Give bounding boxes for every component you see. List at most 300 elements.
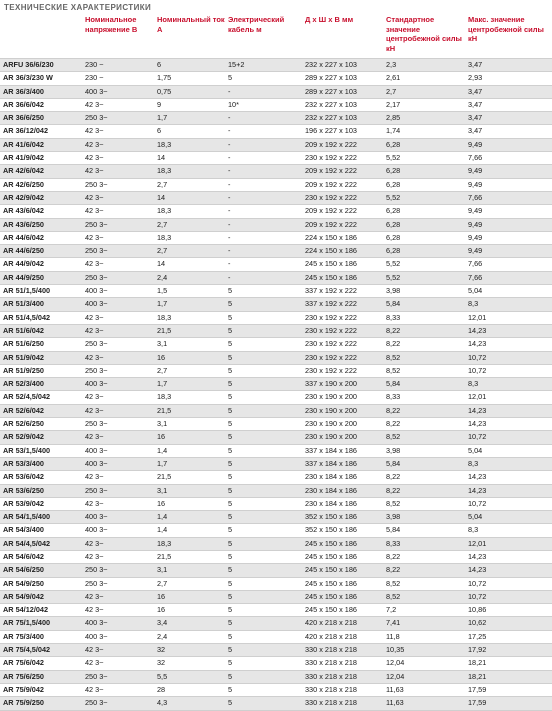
section-title: ТЕХНИЧЕСКИЕ ХАРАКТЕРИСТИКИ bbox=[4, 3, 152, 12]
cell-centrifugal-force-standard: 8,52 bbox=[383, 364, 465, 377]
cell-model-name: AR 51/9/250 bbox=[0, 364, 82, 377]
cell-model-name: AR 42/9/042 bbox=[0, 191, 82, 204]
cell-centrifugal-force-standard: 5,84 bbox=[383, 524, 465, 537]
cell-voltage: 400 3~ bbox=[82, 617, 154, 630]
cell-cable-length: 5 bbox=[225, 457, 302, 470]
cell-voltage: 250 3~ bbox=[82, 418, 154, 431]
cell-current: 21,5 bbox=[154, 550, 225, 563]
cell-current: 6 bbox=[154, 125, 225, 138]
cell-current: 6 bbox=[154, 59, 225, 72]
cell-cable-length: - bbox=[225, 112, 302, 125]
cell-current: 1,4 bbox=[154, 524, 225, 537]
cell-voltage: 250 3~ bbox=[82, 697, 154, 710]
table-row bbox=[0, 218, 552, 231]
cell-centrifugal-force-max: 5,04 bbox=[465, 285, 552, 298]
cell-model-name: ARFU 36/6/230 bbox=[0, 59, 82, 72]
cell-centrifugal-force-max: 7,66 bbox=[465, 191, 552, 204]
cell-dimensions: 245 x 150 x 186 bbox=[302, 577, 383, 590]
cell-model-name: AR 75/6/042 bbox=[0, 657, 82, 670]
cell-model-name: AR 44/6/042 bbox=[0, 231, 82, 244]
cell-centrifugal-force-max: 3,47 bbox=[465, 59, 552, 72]
table-row bbox=[0, 604, 552, 617]
cell-dimensions: 352 x 150 x 186 bbox=[302, 524, 383, 537]
cell-cable-length: 5 bbox=[225, 537, 302, 550]
cell-centrifugal-force-standard: 8,52 bbox=[383, 351, 465, 364]
cell-model-name: AR 75/9/250 bbox=[0, 697, 82, 710]
cell-centrifugal-force-max: 9,49 bbox=[465, 178, 552, 191]
cell-dimensions: 230 x 192 x 222 bbox=[302, 152, 383, 165]
column-header-current: Номинальный ток А bbox=[154, 14, 225, 59]
cell-model-name: AR 75/3/400 bbox=[0, 630, 82, 643]
table-row bbox=[0, 165, 552, 178]
cell-centrifugal-force-max: 5,04 bbox=[465, 511, 552, 524]
table-body bbox=[0, 59, 552, 711]
cell-cable-length: 5 bbox=[225, 630, 302, 643]
cell-centrifugal-force-max: 17,59 bbox=[465, 683, 552, 696]
cell-model-name: AR 41/9/042 bbox=[0, 152, 82, 165]
cell-model-name: AR 53/6/042 bbox=[0, 471, 82, 484]
cell-current: 18,3 bbox=[154, 391, 225, 404]
cell-cable-length: - bbox=[225, 231, 302, 244]
cell-current: 3,4 bbox=[154, 617, 225, 630]
table-row bbox=[0, 112, 552, 125]
table-row bbox=[0, 125, 552, 138]
cell-voltage: 42 3~ bbox=[82, 604, 154, 617]
cell-model-name: AR 54/9/042 bbox=[0, 590, 82, 603]
table-row bbox=[0, 191, 552, 204]
cell-voltage: 250 3~ bbox=[82, 564, 154, 577]
cell-voltage: 42 3~ bbox=[82, 431, 154, 444]
cell-centrifugal-force-max: 12,01 bbox=[465, 537, 552, 550]
cell-voltage: 42 3~ bbox=[82, 644, 154, 657]
cell-centrifugal-force-max: 10,72 bbox=[465, 577, 552, 590]
cell-cable-length: 5 bbox=[225, 431, 302, 444]
cell-centrifugal-force-standard: 7,41 bbox=[383, 617, 465, 630]
cell-cable-length: 5 bbox=[225, 604, 302, 617]
cell-voltage: 250 3~ bbox=[82, 271, 154, 284]
cell-current: 32 bbox=[154, 657, 225, 670]
cell-centrifugal-force-max: 9,49 bbox=[465, 245, 552, 258]
cell-model-name: AR 54/6/250 bbox=[0, 564, 82, 577]
table-row bbox=[0, 85, 552, 98]
cell-centrifugal-force-max: 9,49 bbox=[465, 218, 552, 231]
table-row bbox=[0, 537, 552, 550]
cell-voltage: 42 3~ bbox=[82, 404, 154, 417]
cell-current: 3,1 bbox=[154, 338, 225, 351]
table-row bbox=[0, 59, 552, 72]
cell-current: 3,1 bbox=[154, 484, 225, 497]
cell-centrifugal-force-max: 12,01 bbox=[465, 391, 552, 404]
table-row bbox=[0, 431, 552, 444]
cell-dimensions: 230 x 190 x 200 bbox=[302, 418, 383, 431]
table-row bbox=[0, 418, 552, 431]
cell-dimensions: 289 x 227 x 103 bbox=[302, 72, 383, 85]
cell-model-name: AR 54/9/250 bbox=[0, 577, 82, 590]
cell-current: 21,5 bbox=[154, 471, 225, 484]
cell-cable-length: 10* bbox=[225, 98, 302, 111]
cell-dimensions: 245 x 150 x 186 bbox=[302, 604, 383, 617]
cell-centrifugal-force-standard: 8,33 bbox=[383, 391, 465, 404]
table-row bbox=[0, 670, 552, 683]
cell-model-name: AR 41/6/042 bbox=[0, 138, 82, 151]
cell-centrifugal-force-standard: 8,52 bbox=[383, 577, 465, 590]
cell-dimensions: 352 x 150 x 186 bbox=[302, 511, 383, 524]
cell-centrifugal-force-max: 14,23 bbox=[465, 550, 552, 563]
table-row bbox=[0, 311, 552, 324]
cell-centrifugal-force-standard: 6,28 bbox=[383, 205, 465, 218]
cell-centrifugal-force-standard: 6,28 bbox=[383, 218, 465, 231]
cell-current: 3,1 bbox=[154, 564, 225, 577]
cell-model-name: AR 36/3/230 W bbox=[0, 72, 82, 85]
cell-centrifugal-force-standard: 8,22 bbox=[383, 471, 465, 484]
cell-current: 21,5 bbox=[154, 404, 225, 417]
cell-model-name: AR 53/3/400 bbox=[0, 457, 82, 470]
cell-centrifugal-force-standard: 8,33 bbox=[383, 311, 465, 324]
cell-centrifugal-force-max: 14,23 bbox=[465, 418, 552, 431]
cell-centrifugal-force-standard: 5,52 bbox=[383, 152, 465, 165]
cell-voltage: 42 3~ bbox=[82, 138, 154, 151]
table-row bbox=[0, 298, 552, 311]
cell-centrifugal-force-standard: 2,7 bbox=[383, 85, 465, 98]
cell-model-name: AR 54/4,5/042 bbox=[0, 537, 82, 550]
cell-centrifugal-force-standard: 11,8 bbox=[383, 630, 465, 643]
cell-dimensions: 232 x 227 x 103 bbox=[302, 98, 383, 111]
cell-centrifugal-force-standard: 2,3 bbox=[383, 59, 465, 72]
cell-centrifugal-force-standard: 11,63 bbox=[383, 683, 465, 696]
table-row bbox=[0, 231, 552, 244]
cell-centrifugal-force-standard: 8,22 bbox=[383, 418, 465, 431]
cell-centrifugal-force-max: 5,04 bbox=[465, 444, 552, 457]
cell-voltage: 42 3~ bbox=[82, 550, 154, 563]
cell-cable-length: - bbox=[225, 178, 302, 191]
cell-dimensions: 209 x 192 x 222 bbox=[302, 178, 383, 191]
cell-centrifugal-force-max: 14,23 bbox=[465, 324, 552, 337]
spec-table bbox=[0, 14, 552, 711]
cell-cable-length: 5 bbox=[225, 550, 302, 563]
cell-centrifugal-force-max: 18,21 bbox=[465, 657, 552, 670]
table-row bbox=[0, 550, 552, 563]
cell-current: 28 bbox=[154, 683, 225, 696]
cell-centrifugal-force-max: 9,49 bbox=[465, 138, 552, 151]
cell-centrifugal-force-max: 3,47 bbox=[465, 98, 552, 111]
cell-cable-length: - bbox=[225, 138, 302, 151]
cell-dimensions: 420 x 218 x 218 bbox=[302, 630, 383, 643]
cell-centrifugal-force-standard: 5,52 bbox=[383, 271, 465, 284]
cell-model-name: AR 54/3/400 bbox=[0, 524, 82, 537]
cell-cable-length: 5 bbox=[225, 670, 302, 683]
cell-model-name: AR 75/6/250 bbox=[0, 670, 82, 683]
cell-centrifugal-force-max: 7,66 bbox=[465, 258, 552, 271]
cell-model-name: AR 43/6/250 bbox=[0, 218, 82, 231]
cell-model-name: AR 44/9/042 bbox=[0, 258, 82, 271]
cell-voltage: 42 3~ bbox=[82, 351, 154, 364]
cell-current: 18,3 bbox=[154, 205, 225, 218]
cell-model-name: AR 42/6/250 bbox=[0, 178, 82, 191]
cell-voltage: 250 3~ bbox=[82, 484, 154, 497]
cell-model-name: AR 52/6/042 bbox=[0, 404, 82, 417]
cell-cable-length: 5 bbox=[225, 351, 302, 364]
cell-voltage: 42 3~ bbox=[82, 125, 154, 138]
cell-centrifugal-force-max: 10,72 bbox=[465, 364, 552, 377]
cell-centrifugal-force-max: 10,62 bbox=[465, 617, 552, 630]
cell-centrifugal-force-standard: 3,98 bbox=[383, 511, 465, 524]
cell-centrifugal-force-standard: 8,22 bbox=[383, 324, 465, 337]
cell-current: 32 bbox=[154, 644, 225, 657]
cell-centrifugal-force-standard: 11,63 bbox=[383, 697, 465, 710]
cell-model-name: AR 51/1,5/400 bbox=[0, 285, 82, 298]
table-row bbox=[0, 484, 552, 497]
cell-centrifugal-force-max: 10,72 bbox=[465, 431, 552, 444]
cell-current: 16 bbox=[154, 497, 225, 510]
cell-cable-length: 5 bbox=[225, 511, 302, 524]
cell-cable-length: 15+2 bbox=[225, 59, 302, 72]
table-header bbox=[0, 14, 552, 59]
cell-model-name: AR 36/6/042 bbox=[0, 98, 82, 111]
cell-voltage: 250 3~ bbox=[82, 112, 154, 125]
cell-voltage: 42 3~ bbox=[82, 152, 154, 165]
cell-dimensions: 337 x 184 x 186 bbox=[302, 444, 383, 457]
cell-voltage: 42 3~ bbox=[82, 471, 154, 484]
table-row bbox=[0, 404, 552, 417]
cell-model-name: AR 42/6/042 bbox=[0, 165, 82, 178]
table-row bbox=[0, 324, 552, 337]
table-row bbox=[0, 138, 552, 151]
cell-centrifugal-force-max: 14,23 bbox=[465, 404, 552, 417]
cell-voltage: 42 3~ bbox=[82, 324, 154, 337]
cell-model-name: AR 51/3/400 bbox=[0, 298, 82, 311]
cell-voltage: 400 3~ bbox=[82, 457, 154, 470]
table-row bbox=[0, 98, 552, 111]
cell-cable-length: 5 bbox=[225, 311, 302, 324]
cell-cable-length: 5 bbox=[225, 298, 302, 311]
cell-voltage: 42 3~ bbox=[82, 165, 154, 178]
cell-centrifugal-force-max: 10,72 bbox=[465, 497, 552, 510]
cell-voltage: 42 3~ bbox=[82, 231, 154, 244]
cell-model-name: AR 52/3/400 bbox=[0, 378, 82, 391]
cell-model-name: AR 36/3/400 bbox=[0, 85, 82, 98]
cell-centrifugal-force-max: 14,23 bbox=[465, 484, 552, 497]
cell-current: 2,7 bbox=[154, 178, 225, 191]
cell-cable-length: - bbox=[225, 218, 302, 231]
column-header-dimensions: Д х Ш х В мм bbox=[302, 14, 383, 59]
cell-centrifugal-force-max: 9,49 bbox=[465, 231, 552, 244]
cell-dimensions: 245 x 150 x 186 bbox=[302, 550, 383, 563]
cell-voltage: 250 3~ bbox=[82, 218, 154, 231]
column-header-voltage: Номинальное напряжение В bbox=[82, 14, 154, 59]
cell-dimensions: 337 x 192 x 222 bbox=[302, 298, 383, 311]
cell-cable-length: 5 bbox=[225, 577, 302, 590]
cell-dimensions: 230 x 192 x 222 bbox=[302, 364, 383, 377]
column-header-centrifugal-force-max: Макс. значение центробежной силы кН bbox=[465, 14, 552, 59]
table-row bbox=[0, 511, 552, 524]
cell-voltage: 42 3~ bbox=[82, 537, 154, 550]
cell-current: 18,3 bbox=[154, 165, 225, 178]
cell-current: 2,7 bbox=[154, 218, 225, 231]
cell-centrifugal-force-standard: 5,52 bbox=[383, 191, 465, 204]
cell-model-name: AR 52/6/250 bbox=[0, 418, 82, 431]
cell-cable-length: - bbox=[225, 191, 302, 204]
cell-current: 16 bbox=[154, 431, 225, 444]
cell-centrifugal-force-max: 8,3 bbox=[465, 378, 552, 391]
cell-current: 3,1 bbox=[154, 418, 225, 431]
table-row bbox=[0, 258, 552, 271]
cell-voltage: 400 3~ bbox=[82, 378, 154, 391]
column-header-cable-length: Электрический кабель м bbox=[225, 14, 302, 59]
cell-model-name: AR 44/6/250 bbox=[0, 245, 82, 258]
cell-cable-length: 5 bbox=[225, 391, 302, 404]
table-row bbox=[0, 644, 552, 657]
cell-centrifugal-force-max: 10,72 bbox=[465, 590, 552, 603]
cell-dimensions: 224 x 150 x 186 bbox=[302, 231, 383, 244]
cell-voltage: 400 3~ bbox=[82, 630, 154, 643]
cell-current: 1,7 bbox=[154, 298, 225, 311]
table-row bbox=[0, 444, 552, 457]
cell-cable-length: 5 bbox=[225, 324, 302, 337]
cell-model-name: AR 75/1,5/400 bbox=[0, 617, 82, 630]
cell-centrifugal-force-max: 8,3 bbox=[465, 457, 552, 470]
cell-voltage: 42 3~ bbox=[82, 258, 154, 271]
table-row bbox=[0, 564, 552, 577]
cell-centrifugal-force-max: 10,86 bbox=[465, 604, 552, 617]
table-row bbox=[0, 471, 552, 484]
cell-model-name: AR 53/6/250 bbox=[0, 484, 82, 497]
cell-voltage: 42 3~ bbox=[82, 191, 154, 204]
cell-current: 2,4 bbox=[154, 630, 225, 643]
cell-current: 9 bbox=[154, 98, 225, 111]
cell-dimensions: 209 x 192 x 222 bbox=[302, 218, 383, 231]
cell-centrifugal-force-max: 8,3 bbox=[465, 524, 552, 537]
table-row bbox=[0, 72, 552, 85]
table-row bbox=[0, 524, 552, 537]
cell-cable-length: 5 bbox=[225, 418, 302, 431]
cell-model-name: AR 36/6/250 bbox=[0, 112, 82, 125]
cell-voltage: 230 ~ bbox=[82, 59, 154, 72]
cell-centrifugal-force-standard: 1,74 bbox=[383, 125, 465, 138]
cell-current: 5,5 bbox=[154, 670, 225, 683]
cell-model-name: AR 75/4,5/042 bbox=[0, 644, 82, 657]
cell-current: 2,7 bbox=[154, 245, 225, 258]
cell-cable-length: 5 bbox=[225, 657, 302, 670]
table-row bbox=[0, 338, 552, 351]
cell-voltage: 42 3~ bbox=[82, 683, 154, 696]
cell-current: 14 bbox=[154, 258, 225, 271]
cell-dimensions: 230 x 190 x 200 bbox=[302, 404, 383, 417]
table-row bbox=[0, 378, 552, 391]
cell-current: 18,3 bbox=[154, 537, 225, 550]
cell-dimensions: 230 x 190 x 200 bbox=[302, 391, 383, 404]
cell-current: 1,7 bbox=[154, 378, 225, 391]
table-row bbox=[0, 391, 552, 404]
cell-dimensions: 230 x 192 x 222 bbox=[302, 311, 383, 324]
cell-cable-length: 5 bbox=[225, 378, 302, 391]
cell-centrifugal-force-max: 12,01 bbox=[465, 311, 552, 324]
table-row bbox=[0, 683, 552, 696]
cell-dimensions: 230 x 192 x 222 bbox=[302, 191, 383, 204]
cell-cable-length: 5 bbox=[225, 644, 302, 657]
cell-current: 16 bbox=[154, 351, 225, 364]
cell-centrifugal-force-standard: 2,85 bbox=[383, 112, 465, 125]
cell-voltage: 250 3~ bbox=[82, 338, 154, 351]
cell-voltage: 250 3~ bbox=[82, 364, 154, 377]
cell-centrifugal-force-standard: 8,22 bbox=[383, 484, 465, 497]
cell-centrifugal-force-standard: 8,22 bbox=[383, 338, 465, 351]
cell-dimensions: 230 x 192 x 222 bbox=[302, 351, 383, 364]
table-row bbox=[0, 351, 552, 364]
cell-voltage: 42 3~ bbox=[82, 311, 154, 324]
cell-current: 0,75 bbox=[154, 85, 225, 98]
cell-dimensions: 289 x 227 x 103 bbox=[302, 85, 383, 98]
cell-model-name: AR 54/12/042 bbox=[0, 604, 82, 617]
cell-centrifugal-force-standard: 3,98 bbox=[383, 285, 465, 298]
cell-cable-length: 5 bbox=[225, 364, 302, 377]
cell-dimensions: 209 x 192 x 222 bbox=[302, 165, 383, 178]
cell-dimensions: 330 x 218 x 218 bbox=[302, 657, 383, 670]
cell-voltage: 250 3~ bbox=[82, 245, 154, 258]
cell-model-name: AR 51/6/250 bbox=[0, 338, 82, 351]
cell-cable-length: - bbox=[225, 245, 302, 258]
cell-current: 1,7 bbox=[154, 457, 225, 470]
cell-cable-length: 5 bbox=[225, 404, 302, 417]
cell-centrifugal-force-max: 3,47 bbox=[465, 125, 552, 138]
cell-centrifugal-force-max: 10,72 bbox=[465, 351, 552, 364]
cell-current: 14 bbox=[154, 191, 225, 204]
cell-cable-length: 5 bbox=[225, 471, 302, 484]
table-row bbox=[0, 178, 552, 191]
table-row bbox=[0, 457, 552, 470]
table-row bbox=[0, 630, 552, 643]
cell-cable-length: - bbox=[225, 205, 302, 218]
cell-cable-length: 5 bbox=[225, 564, 302, 577]
cell-voltage: 42 3~ bbox=[82, 657, 154, 670]
cell-dimensions: 245 x 150 x 186 bbox=[302, 271, 383, 284]
column-header-centrifugal-force-standard: Стандартное значение центробежной силы кН bbox=[383, 14, 465, 59]
cell-centrifugal-force-standard: 2,17 bbox=[383, 98, 465, 111]
cell-voltage: 42 3~ bbox=[82, 590, 154, 603]
cell-current: 18,3 bbox=[154, 231, 225, 244]
cell-dimensions: 245 x 150 x 186 bbox=[302, 258, 383, 271]
cell-dimensions: 230 x 184 x 186 bbox=[302, 484, 383, 497]
cell-dimensions: 245 x 150 x 186 bbox=[302, 590, 383, 603]
cell-cable-length: 5 bbox=[225, 444, 302, 457]
cell-cable-length: - bbox=[225, 152, 302, 165]
cell-centrifugal-force-standard: 12,04 bbox=[383, 657, 465, 670]
table-row bbox=[0, 364, 552, 377]
cell-centrifugal-force-standard: 5,84 bbox=[383, 378, 465, 391]
cell-centrifugal-force-standard: 5,84 bbox=[383, 457, 465, 470]
cell-cable-length: 5 bbox=[225, 590, 302, 603]
cell-dimensions: 230 x 192 x 222 bbox=[302, 338, 383, 351]
cell-centrifugal-force-max: 17,92 bbox=[465, 644, 552, 657]
cell-centrifugal-force-max: 7,66 bbox=[465, 271, 552, 284]
cell-model-name: AR 53/9/042 bbox=[0, 497, 82, 510]
cell-dimensions: 232 x 227 x 103 bbox=[302, 59, 383, 72]
cell-current: 16 bbox=[154, 604, 225, 617]
cell-cable-length: 5 bbox=[225, 72, 302, 85]
cell-dimensions: 337 x 192 x 222 bbox=[302, 285, 383, 298]
cell-centrifugal-force-max: 3,47 bbox=[465, 85, 552, 98]
cell-centrifugal-force-standard: 8,52 bbox=[383, 590, 465, 603]
cell-dimensions: 337 x 190 x 200 bbox=[302, 378, 383, 391]
table-row bbox=[0, 590, 552, 603]
cell-current: 1,4 bbox=[154, 444, 225, 457]
cell-centrifugal-force-standard: 8,52 bbox=[383, 497, 465, 510]
cell-centrifugal-force-max: 14,23 bbox=[465, 338, 552, 351]
cell-centrifugal-force-max: 7,66 bbox=[465, 152, 552, 165]
cell-centrifugal-force-max: 9,49 bbox=[465, 165, 552, 178]
cell-centrifugal-force-max: 17,25 bbox=[465, 630, 552, 643]
cell-cable-length: 5 bbox=[225, 497, 302, 510]
cell-centrifugal-force-standard: 6,28 bbox=[383, 165, 465, 178]
